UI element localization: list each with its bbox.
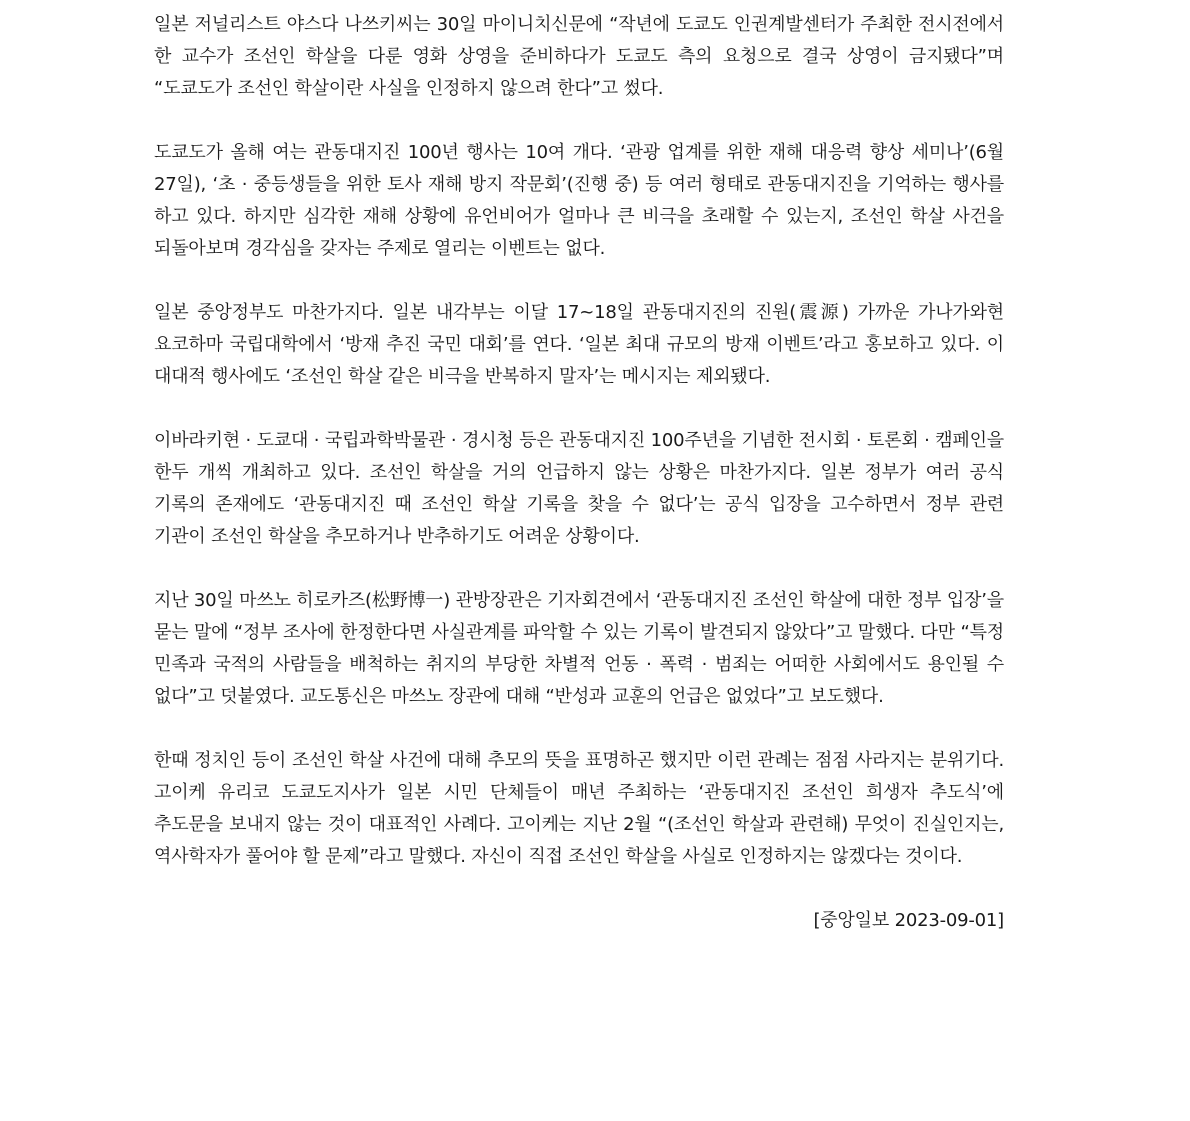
article-source: [중앙일보 2023-09-01] [813,910,1004,931]
paragraph-4: 이바라키현 · 도쿄대 · 국립과학박물관 · 경시청 등은 관동대지진 100주년을 기념한 전시회 · 토론회 · 캠페인을 한두 개씩 개최하고 있다. 조선인 학살을 거의 언급하지 않는 상황은 마찬가지다. 일본 정부가 여러 공식 기록의 존재에도 ‘관동대지진 때 조선인 학살 기록을 찾을 수 없다’는 공식 입장을 고수하면서 정부 관련 기관이 조선인 학살을 추모하거나 반추하기도 어려운 상황이다. [154,430,1004,547]
article-body [154,9,1004,937]
paragraph-1: 일본 저널리스트 야스다 나쓰키씨는 30일 마이니치신문에 “작년에 도쿄도 인권계발센터가 주최한 전시전에서 한 교수가 조선인 학살을 다룬 영화 상영을 준비하다가 도쿄도 측의 요청으로 결국 상영이 금지됐다”며 “도쿄도가 조선인 학살이란 사실을 인정하지 않으려 한다”고 썼다. [154,14,1004,99]
paragraph-3: 일본 중앙정부도 마찬가지다. 일본 내각부는 이달 17~18일 관동대지진의 진원(震源) 가까운 가나가와현 요코하마 국립대학에서 ‘방재 추진 국민 대회’를 연다. ‘일본 최대 규모의 방재 이벤트’라고 홍보하고 있다. 이 대대적 행사에도 ‘조선인 학살 같은 비극을 반복하지 말자’는 메시지는 제외됐다. [154,302,1004,387]
paragraph-2: 도쿄도가 올해 여는 관동대지진 100년 행사는 10여 개다. ‘관광 업계를 위한 재해 대응력 향상 세미나’(6월 27일), ‘초 · 중등생들을 위한 토사 재해 방지 작문회’(진행 중) 등 여러 형태로 관동대지진을 기억하는 행사를 하고 있다. 하지만 심각한 재해 상황에 유언비어가 얼마나 큰 비극을 초래할 수 있는지, 조선인 학살 사건을 되돌아보며 경각심을 갖자는 주제로 열리는 이벤트는 없다. [154,142,1004,259]
paragraph-6: 한때 정치인 등이 조선인 학살 사건에 대해 추모의 뜻을 표명하곤 했지만 이런 관례는 점점 사라지는 분위기다. 고이케 유리코 도쿄도지사가 일본 시민 단체들이 매년 주최하는 ‘관동대지진 조선인 희생자 추도식’에 추도문을 보내지 않는 것이 대표적인 사례다. 고이케는 지난 2월 “(조선인 학살과 관련해) 무엇이 진실인지는, 역사학자가 풀어야 할 문제”라고 말했다. 자신이 직접 조선인 학살을 사실로 인정하지는 않겠다는 것이다. [154,750,1004,867]
paragraph-5: 지난 30일 마쓰노 히로카즈(松野博一) 관방장관은 기자회견에서 ‘관동대지진 조선인 학살에 대한 정부 입장’을 묻는 말에 “정부 조사에 한정한다면 사실관계를 파악할 수 있는 기록이 발견되지 않았다”고 말했다. 다만 “특정 민족과 국적의 사람들을 배척하는 취지의 부당한 차별적 언동 · 폭력 · 범죄는 어떠한 사회에서도 용인될 수 없다”고 덧붙였다. 교도통신은 마쓰노 장관에 대해 “반성과 교훈의 언급은 없었다”고 보도했다. [154,590,1004,707]
